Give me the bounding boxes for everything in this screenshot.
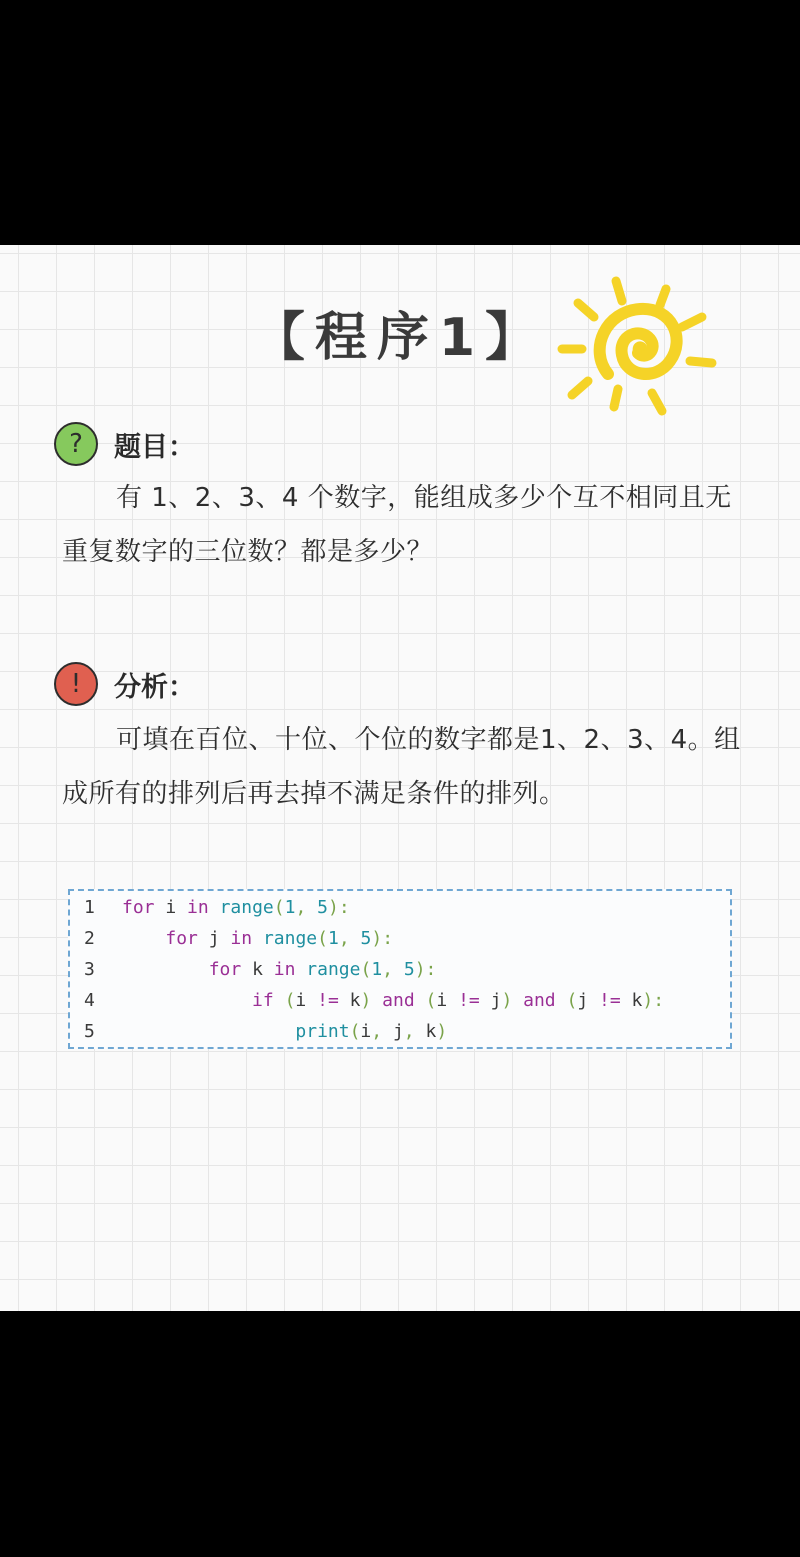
line-number: 5 bbox=[84, 1021, 95, 1042]
code-text: print(i, j, k) bbox=[295, 1021, 448, 1042]
analysis-label: 分析： bbox=[114, 671, 195, 703]
code-line bbox=[70, 892, 730, 923]
code-line bbox=[70, 1016, 730, 1047]
code-text: if (i != k) and (i != j) and (j != k): bbox=[252, 990, 665, 1011]
grid-paper bbox=[0, 245, 800, 1311]
code-block bbox=[68, 889, 732, 1049]
code-line bbox=[70, 923, 730, 954]
analysis-text: 可填在百位、十位、个位的数字都是1、2、3、4。组成所有的排列后再去掉不满足条件的排列。 bbox=[62, 725, 741, 809]
question-text: 有 1、2、3、4 个数字，能组成多少个互不相同且无重复数字的三位数？都是多少？ bbox=[62, 483, 732, 567]
code-text: for k in range(1, 5): bbox=[208, 959, 437, 980]
code-line bbox=[70, 954, 730, 985]
exclamation-icon: ! bbox=[54, 662, 98, 706]
line-number: 1 bbox=[84, 897, 95, 918]
code-text: for j in range(1, 5): bbox=[165, 928, 394, 949]
code-text: for i in range(1, 5): bbox=[122, 897, 350, 918]
code-line bbox=[70, 985, 730, 1016]
sun-icon bbox=[548, 269, 728, 429]
question-mark-icon: ? bbox=[54, 422, 98, 466]
question-heading bbox=[54, 420, 195, 468]
line-number: 3 bbox=[84, 959, 95, 980]
top-letterbox bbox=[0, 0, 800, 245]
page-title: 【程序1】 bbox=[252, 308, 548, 368]
line-number: 2 bbox=[84, 928, 95, 949]
question-label: 题目： bbox=[114, 431, 195, 463]
bottom-letterbox bbox=[0, 1311, 800, 1557]
line-number: 4 bbox=[84, 990, 95, 1011]
analysis-heading bbox=[54, 660, 195, 708]
